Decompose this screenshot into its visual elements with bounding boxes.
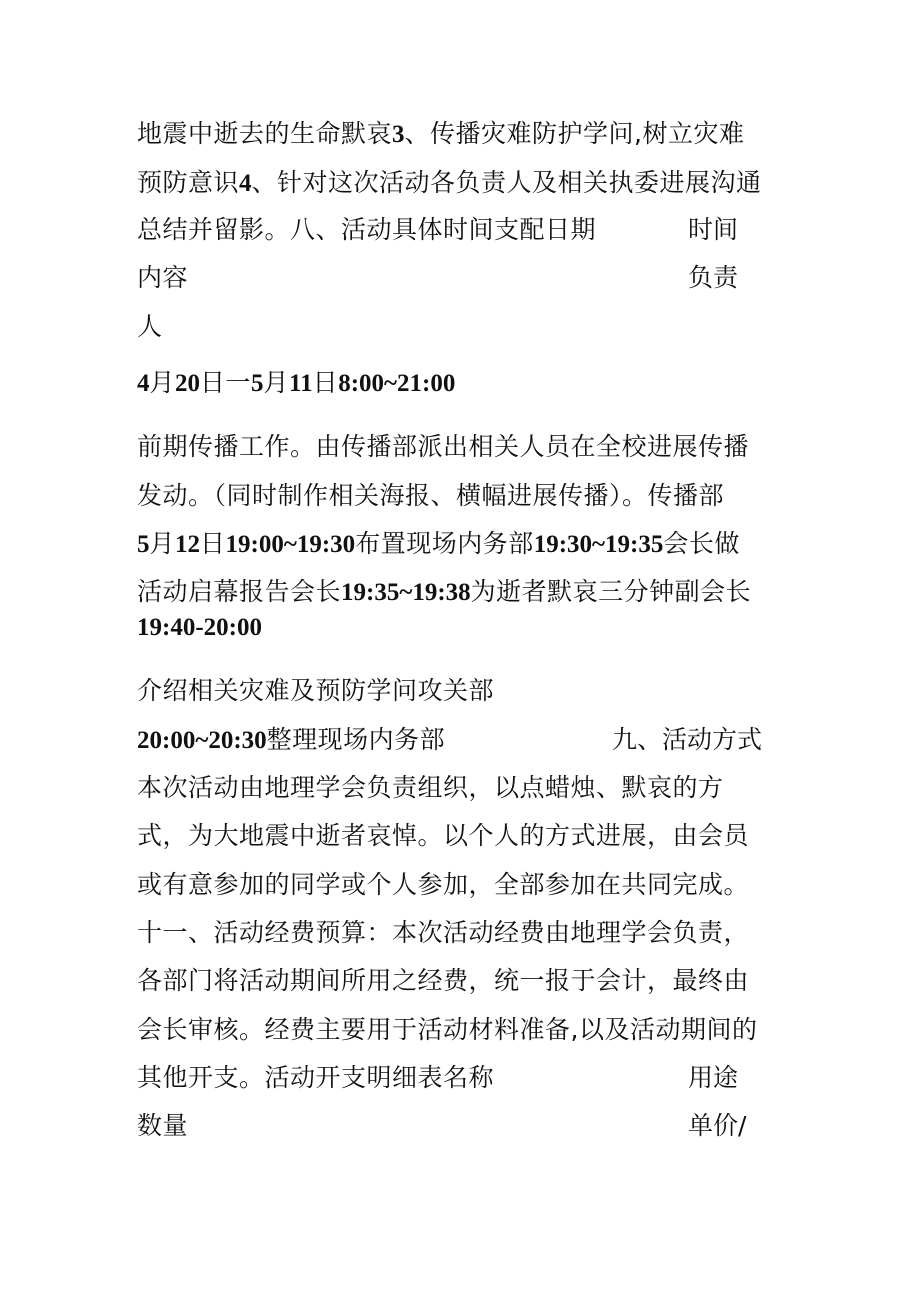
column-header-quantity: 数量 [137,1111,189,1140]
text-segment: 预防意识 [137,168,240,197]
column-header-time: 时间 [688,215,739,244]
number-segment: 4 [137,370,150,397]
number-segment: 8:00~21:00 [338,370,456,397]
number-segment: 4 [239,170,252,197]
text-line-4 [137,261,188,295]
text-segment: 人 [137,312,163,341]
number-segment: 20 [175,370,201,397]
text-segment: 地震中逝去的生命默哀 [137,119,393,148]
text-segment: 日一 [200,368,252,397]
text-line-2 [137,166,762,201]
text-segment: 十一、活动经费预算：本次活动经费由地理学会负责， [137,918,750,947]
text-line-19 [137,1013,757,1047]
text-line-20 [137,1061,494,1095]
section-heading-activity-method: 九、活动方式 [612,725,763,754]
text-segment: 月 [149,529,176,558]
text-line-9 [137,527,740,562]
text-segment: 前期传播工作。由传播部派出相关人员在全校进展传播 [137,432,750,461]
text-segment: 本次活动由地理学会负责组织，以点蜡烛、默哀的方 [137,773,724,802]
column-header-unit-price: 单价/ [688,1111,747,1140]
text-line-3 [137,213,596,247]
number-segment: 20:00~20:30 [137,727,267,754]
number-segment: 12 [175,531,201,558]
text-segment: 式，为大地震中逝者哀悼。以个人的方式进展，由会员 [137,821,750,850]
text-segment: 总结并留影。八、活动具体时间支配日期 [137,215,597,244]
column-header-purpose: 用途 [688,1063,739,1092]
number-segment: 5 [251,370,264,397]
column-header-responsible: 负责 [688,263,739,292]
text-segment: 介绍相关灾难及预防学问攻关部 [137,676,495,705]
number-segment: 19:40-20:00 [137,614,262,641]
text-segment: 其他开支。活动开支明细表名称 [137,1063,495,1092]
text-segment: 会长审核。经费主要用于活动材料准备,以及活动期间的 [137,1015,758,1044]
text-segment: 会长做 [663,529,740,558]
text-segment: 日 [312,368,339,397]
text-segment: 月 [263,368,290,397]
text-line-1 [137,117,744,152]
text-line-7 [137,430,749,464]
text-line-12 [137,674,494,708]
number-segment: 19:30~19:35 [533,531,664,558]
text-line-10 [137,575,751,610]
text-segment: 为逝者默哀三分钟副会长 [470,577,752,606]
text-line-21 [137,1109,188,1143]
text-segment: 整理现场内务部 [266,725,446,754]
text-segment: 各部门将活动期间所用之经费，统一报于会计，最终由 [137,966,750,995]
text-line-18 [137,964,749,998]
text-segment: 活动启幕报告会长 [137,577,342,606]
number-segment: 19:35~19:38 [341,579,471,606]
text-line-15 [137,819,749,853]
text-segment: 月 [149,368,176,397]
text-segment: 或有意参加的同学或个人参加，全部参加在共同完成。 [137,870,750,899]
text-line-14 [137,771,724,805]
number-segment: 19:00~19:30 [225,531,356,558]
text-segment: 、针对这次活动各负责人及相关执委进展沟通 [251,168,762,197]
text-segment: 发动。（同时制作相关海报、横幅进展传播）。传播部 [137,481,725,510]
number-segment: 11 [289,370,313,397]
text-segment: 日 [200,529,226,558]
number-segment: 3 [392,121,405,148]
text-line-16 [137,868,749,902]
text-line-5 [137,310,163,344]
text-line-13 [137,723,445,758]
text-line-17 [137,916,749,950]
text-line-6 [137,366,455,401]
number-segment: 5 [137,531,150,558]
text-segment: 布置现场内务部 [355,529,534,558]
text-line-8 [137,479,724,513]
text-segment: 、传播灾难防护学问,树立灾难 [404,119,745,148]
text-line-11 [137,610,262,645]
column-header-content: 内容 [137,263,189,292]
